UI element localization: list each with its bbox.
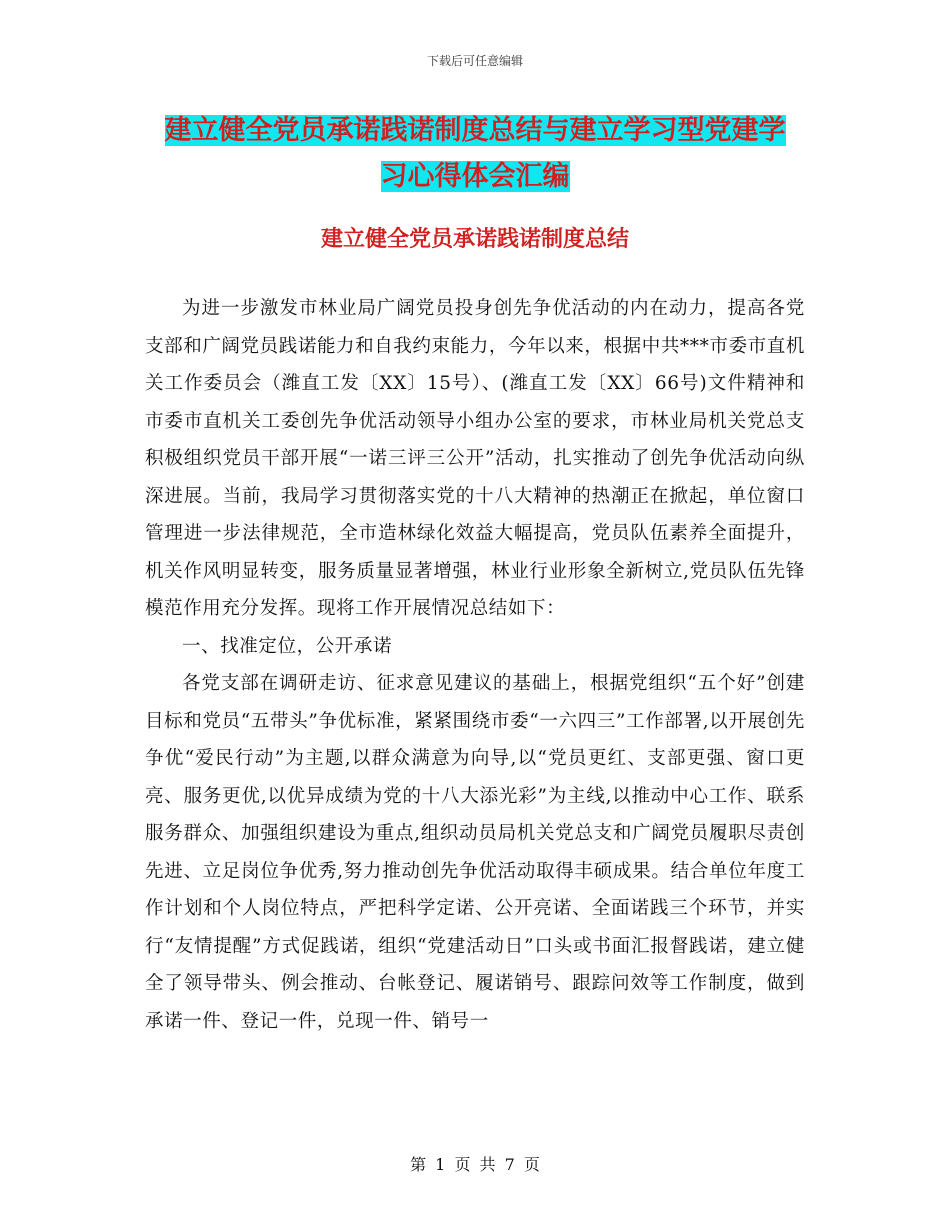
paragraph-heading-1: 一、找准定位，公开承诺 xyxy=(182,635,393,657)
header-note: 下载后可任意编辑 xyxy=(426,54,523,68)
paragraph-intro: 为进一步激发市林业局广阔党员投身创先争优活动的内在动力，提高各党支部和广阔党员践诺能力和自我约束能力，今年以来，根据中共***市委市直机关工作委员会（潍直工发〔XX〕15号）、(潍直工发〔XX〕66号)文件精神和市委市直机关工委创先争优活动领导小组办公室的要求，市林业局机关党总支积极组织党员干部开展“一诺三评三公开”活动，扎实推动了创先争优活动向纵深进展。当前，我局学习贯彻落实党的十八大精神的热潮正在掀起，单位窗口管理进一步法律规范，全市造林绿化效益大幅提高，党员队伍素养全面提升，机关作风明显转变，服务质量显著增强，林业行业形象全新树立,党员队伍先锋模范作用充分发挥。现将工作开展情况总结如下： xyxy=(145,298,805,619)
document-title xyxy=(140,108,810,200)
body-text xyxy=(145,290,805,1040)
paragraph-body-1: 各党支部在调研走访、征求意见建议的基础上，根据党组织“五个好”创建目标和党员“五带头”争优标准，紧紧围绕市委“一六四三”工作部署,以开展创先争优“爱民行动”为主题,以群众满意为向导,以“党员更红、支部更强、窗口更亮、服务更优,以优异成绩为党的十八大添光彩”为主线,以推动中心工作、联系服务群众、加强组织建设为重点,组织动员局机关党总支和广阔党员履职尽责创先进、立足岗位争优秀,努力推动创先争优活动取得丰硕成果。结合单位年度工作计划和个人岗位特点，严把科学定诺、公开亮诺、全面诺践三个环节，并实行“友情提醒”方式促践诺，组织“党建活动日”口头或书面汇报督践诺，建立健全了领导带头、例会推动、台帐登记、履诺销号、跟踪问效等工作制度，做到承诺一件、登记一件，兑现一件、销号一 xyxy=(145,673,805,1032)
page-footer: 第 1 页 共 7 页 xyxy=(410,1155,540,1174)
section-title: 建立健全党员承诺践诺制度总结 xyxy=(320,226,629,252)
title-line-1: 建立健全党员承诺践诺制度总结与建立学习型党建学 xyxy=(164,115,786,146)
title-line-2: 习心得体会汇编 xyxy=(380,161,570,192)
